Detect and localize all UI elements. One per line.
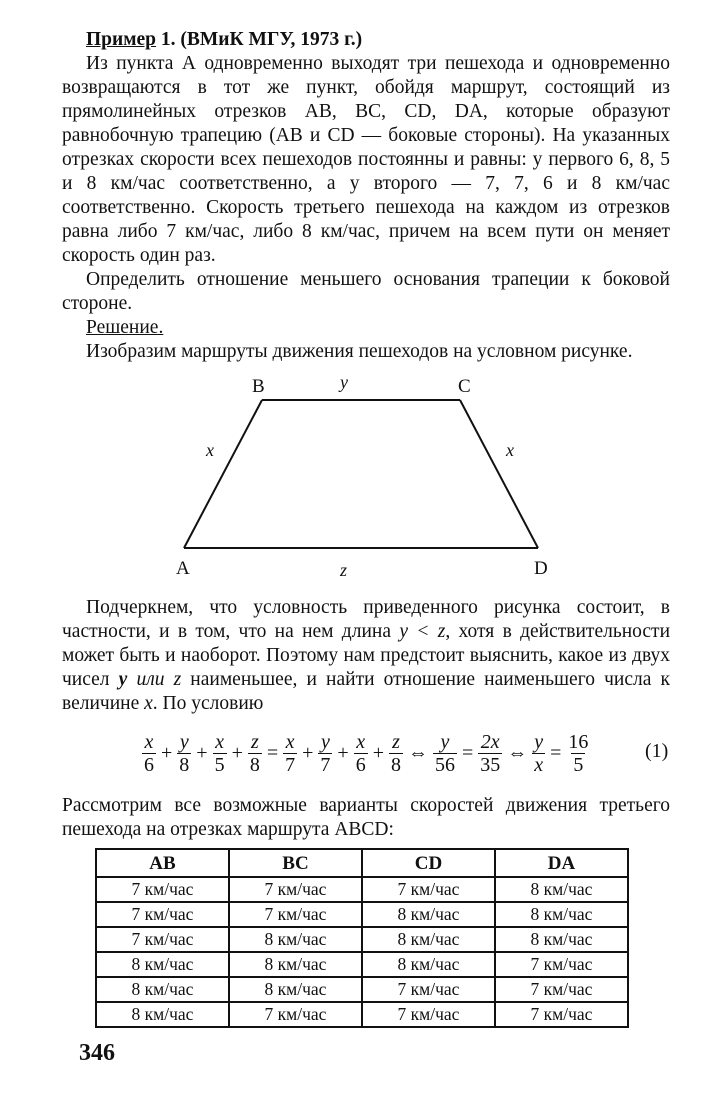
side-ad-label: z [340,560,348,580]
remark-text-1: Подчеркнем, что условность приведенного рисунка состоит, в частности, и в том, что на нем длина [62,597,670,642]
table-row [96,877,628,902]
remark-var-x: x [144,693,153,714]
equals-sign: = [266,741,279,764]
remark-text-2: , хотя в действительности может быть и наоборот. Поэтому нам предстоит выяснить, какое из двух чисел [62,621,671,690]
fraction: $\frac{y}{x}$ [534,730,544,776]
table-row [96,927,628,952]
table-cell: 8 км/час [229,977,362,1002]
side-cd [460,400,538,548]
table-cell: 8 км/час [229,952,362,977]
table-cell: 7 км/час [229,1002,362,1027]
example-source: 1. (ВМиК МГУ, 1973 г.) [156,29,363,50]
col-header-ab: AB [96,849,229,877]
table-cell: 8 км/час [362,902,495,927]
remark-inequality: y < z [399,621,446,642]
table-cell: 8 км/час [495,927,628,952]
speed-variants-table [95,848,629,1028]
fraction: $\frac{2x}{35}$ [480,730,501,776]
solution-heading [86,316,670,340]
vertex-d-label: D [534,558,548,579]
table-row [96,902,628,927]
plus-sign: + [337,741,349,764]
plus-sign: + [161,741,173,764]
table-cell: 7 км/час [96,927,229,952]
table-cell: 7 км/час [362,877,495,902]
remark-var-y: y [118,669,128,690]
vertex-c-label: C [458,376,471,397]
table-cell: 8 км/час [229,927,362,952]
plus-sign: + [196,741,208,764]
table-cell: 8 км/час [495,902,628,927]
table-cell: 7 км/час [495,1002,628,1027]
table-row [96,952,628,977]
example-title [86,28,670,52]
fraction: $\frac{x}{6}$ [144,730,154,776]
fraction: $\frac{y}{8}$ [179,730,190,776]
trapezoid-diagram [160,368,560,583]
fraction: $\frac{z}{8}$ [390,730,401,776]
vertex-b-label: B [252,376,265,397]
table-header-row [96,849,628,877]
table-cell: 8 км/час [96,1002,229,1027]
plus-sign: + [372,741,384,764]
trapezoid-svg [160,368,560,583]
table-cell: 7 км/час [229,902,362,927]
page-number: 346 [79,1040,115,1066]
col-header-da: DA [495,849,628,877]
table-cell: 7 км/час [96,902,229,927]
fraction: $\frac{16}{5}$ [568,730,589,776]
problem-statement: Из пункта А одновременно выходят три пешехода и одновременно возвращаются в тот же пункт, обойдя маршрут, состоящий из прямолинейных отрезков АВ, ВС, CD, DA, которые образуют равнобочную трапецию (АВ и CD — боковые стороны). На указанных отрезках скорости всех пешеходов постоянны и равны: у первого 6, 8, 5 и 8 км/час соответственно, а у второго — 7, 7, 6 и 8 км/час соответственно. Скорость третьего пешехода на каждом из отрезков равна либо 7 км/час, либо 8 км/час, причем на всем пути он меняет скорость один раз. [62,53,670,266]
remark-text-3: наименьшее, и найти отношение наименьшего числа к величине [62,669,670,714]
table-row [96,1002,628,1027]
fraction: $\frac{y}{7}$ [320,730,331,776]
fraction: $\frac{z}{8}$ [249,730,260,776]
fraction: $\frac{x}{5}$ [214,730,225,776]
remark-text-4: . По условию [152,693,264,714]
side-bc-label: y [340,372,348,392]
remark-var-z: z [173,669,182,690]
table-cell: 8 км/час [96,977,229,1002]
equation-1 [140,726,592,780]
equivalence-sign: ⇔ [507,741,528,764]
fraction: $\frac{y}{56}$ [434,730,455,776]
fraction: $\frac{x}{7}$ [285,730,296,776]
side-ab-label: x [206,440,214,460]
fraction: $\frac{x}{6}$ [355,730,366,776]
table-cell: 7 км/час [362,977,495,1002]
table-cell: 8 км/час [362,952,495,977]
plus-sign: + [302,741,314,764]
equals-sign: = [461,741,474,764]
table-cell: 7 км/час [495,952,628,977]
example-label: Пример [86,29,157,50]
table-cell: 7 км/час [229,877,362,902]
col-header-bc: BC [229,849,362,877]
plus-sign: + [231,741,243,764]
side-cd-label: x [506,440,514,460]
col-header-cd: CD [362,849,495,877]
vertex-a-label: A [176,558,190,579]
problem-question: Определить отношение меньшего основания трапеции к боковой стороне. [62,269,670,314]
equation-number: (1) [645,740,669,762]
diagram-remark [62,596,670,716]
table-cell: 8 км/час [495,877,628,902]
equivalence-sign: ⇔ [407,741,428,764]
equals-sign: = [550,741,562,764]
table-cell: 7 км/час [495,977,628,1002]
solution-heading-text: Решение. [86,317,164,338]
side-ab [184,400,262,548]
table-cell: 7 км/час [362,1002,495,1027]
table-cell: 8 км/час [96,952,229,977]
solution-intro: Изобразим маршруты движения пешеходов на условном рисунке. [86,341,633,362]
table-row [96,977,628,1002]
table-intro: Рассмотрим все возможные варианты скоростей движения третьего пешехода на отрезках маршрута ABCD: [62,795,670,840]
table-cell: 7 км/час [96,877,229,902]
remark-or: или [127,669,174,690]
table-cell: 8 км/час [362,927,495,952]
